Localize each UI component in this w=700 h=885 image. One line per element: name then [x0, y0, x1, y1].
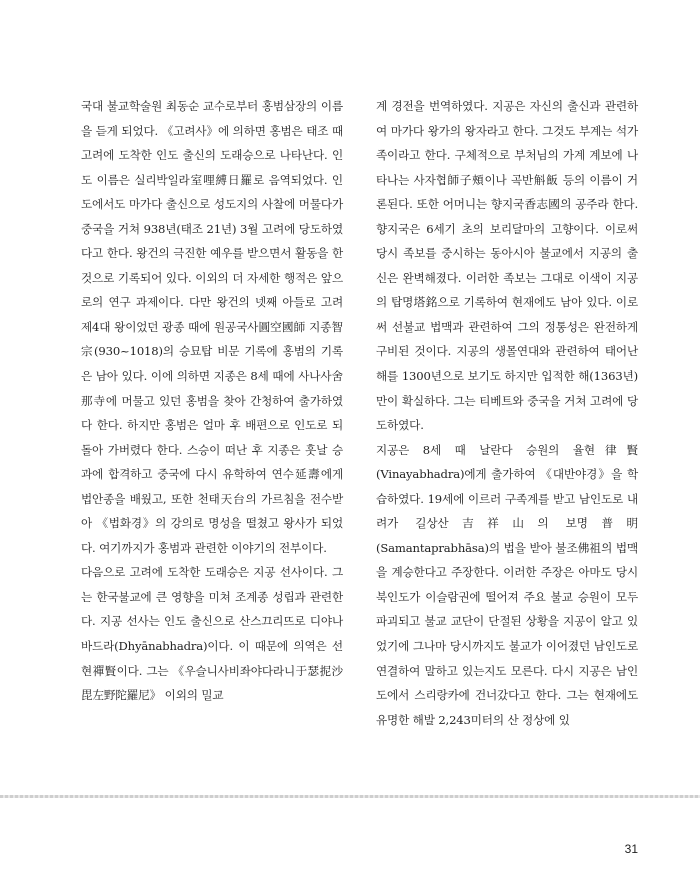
left-text-column — [81, 94, 343, 708]
right-paragraph-1: 계 경전을 번역하였다. 지공은 자신의 출신과 관련하여 마가다 왕가의 왕자라고 한다. 그것도 부계는 석가족이라고 한다. 구체적으로 부처님의 가계 계보에 나타나는 사자협師子頰이나 곡반斛飯 등의 이름이 거론된다. 또한 어머니는 향지국香志國의 공주라 한다. 향지국은 6세기 초의 보리달마의 고향이다. 이로써 당시 족보를 중시하는 동아시아 불교에서 지공의 출신은 완벽해졌다. 이러한 족보는 그대로 이색이 지공의 탑명塔銘으로 기록하여 현재에도 남아 있다. 이로써 선불교 법맥과 관련하여 그의 정통성은 완전하게 구비된 것이다. 지공의 생몰연대와 관련하여 태어난 해를 1300년으로 보기도 하지만 입적한 해(1363년)만이 확실하다. 그는 티베트와 중국을 거쳐 고려에 당도하였다. — [376, 99, 638, 433]
footer-divider — [0, 795, 700, 798]
left-paragraph-1: 국대 불교학술원 최동순 교수로부터 홍범삼장의 이름을 듣게 되었다. 《고려사》에 의하면 홍범은 태조 때 고려에 도착한 인도 출신의 도래승으로 나타난다. 인도 이름은 실리박일라室哩縛日羅로 음역되었다. 인도에서도 마가다 출신으로 성도지의 사찰에 머물다가 중국을 거쳐 938년(태조 21년) 3월 고려에 당도하였다고 한다. 왕건의 극진한 예우를 받으면서 활동을 한 것으로 기록되어 있다. 이외의 더 자세한 행적은 앞으로의 연구 과제이다. 다만 왕건의 넷째 아들로 고려 제4대 왕이었던 광종 때에 원공국사圓空國師 지종智宗(930~1018)의 승묘탑 비문 기록에 홍범의 기록은 남아 있다. 이에 의하면 지종은 8세 때에 사나사舍那寺에 머물고 있던 홍범을 찾아 간청하여 출가하였다 한다. 하지만 홍범은 얼마 후 배편으로 인도로 되돌아 가버렸다 한다. 스승이 떠난 후 지종은 훗날 승과에 합격하고 중국에 다시 유학하여 연수延壽에게 법안종을 배웠고, 또한 천태天台의 가르침을 전수받아 《법화경》의 강의로 명성을 떨쳤고 왕사가 되었다. 여기까지가 홍범과 관련한 이야기의 전부이다. — [81, 99, 343, 555]
page-number: 31 — [624, 842, 638, 856]
right-text-column — [376, 94, 638, 732]
left-paragraph-2: 다음으로 고려에 도착한 도래승은 지공 선사이다. 그는 한국불교에 큰 영향을 미쳐 조계종 성립과 관련한다. 지공 선사는 인도 출신으로 산스끄리뜨로 디야나바드라(Dhyānabhadra)이다. 이 때문에 의역은 선현禪賢이다. 그는 《우슬니사비좌야다라니于瑟抳沙毘左野陀羅尼》 이외의 밀교 — [81, 565, 343, 703]
right-paragraph-2: 지공은 8세 때 날란다 승원의 율현律賢(Vinayabhadra)에게 출가하여 《대반야경》을 학습하였다. 19세에 이르러 구족계를 받고 남인도로 내려가 길상산吉祥山의 보명普明(Samantaprabhāsa)의 법을 받아 불조佛祖의 법맥을 계승한다고 주장한다. 이러한 주장은 아마도 당시 북인도가 이슬람권에 떨어져 주요 불교 승원이 모두 파괴되고 불교 교단이 단절된 상황을 지공이 알고 있었기에 그나마 당시까지도 불교가 이어졌던 남인도로 연결하여 말하고 있는지도 모른다. 다시 지공은 남인도에서 스리랑카에 건너갔다고 한다. 그는 현재에도 유명한 해발 2,243미터의 산 정상에 있 — [376, 442, 638, 727]
